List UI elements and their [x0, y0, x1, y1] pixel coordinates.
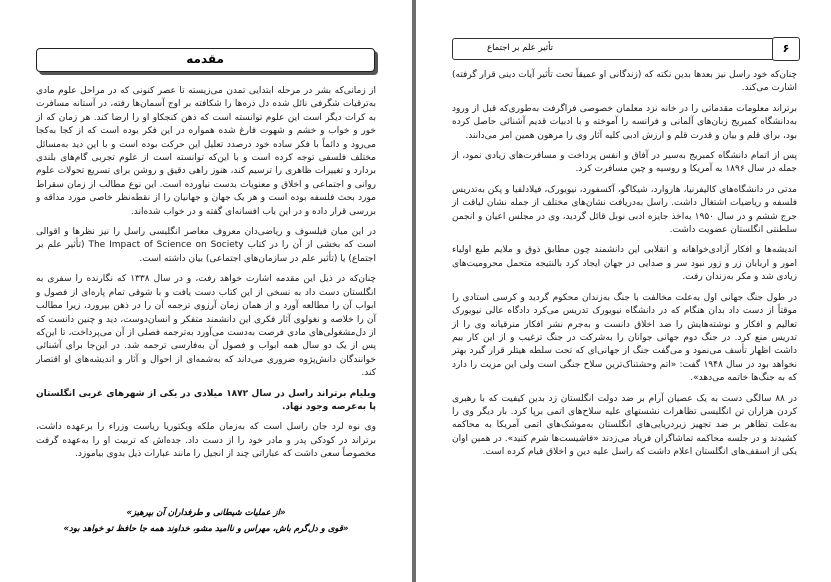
- paragraph: از زمانی‌که بشر در مرحله ابتدایی تمدن می‌زیسته تا عصر کنونی که در مراحل علوم مادی به‌ترقیات شگرفی نائل شده دل ذره‌ها را شکافته بر اوج آسمان‌ها رفته، در آستانه مسافرت به کرات دیگر است این علوم توانسته است که ذهن کنجکاو او را ارضا کند. هر زمان که از خور و خواب و خشم و شهوت فارغ شده همواره در این فکر بوده است که از کجا به‌کجا می‌رود و دائماً با فکر ساده خود درصدد تعلیل این حرکت بوده است و با این دید به‌مسائل مختلف فلسفی توجه کرده است و با این‌که توانسته است از علوم تجربی گام‌های بلندی بردارد و تغییرات ظاهری را ترسیم کند، هنوز راهی دقیق و روشن برای تسریع تحولات علوم روانی و اجتماعی و اخلاق و معنویات بدست نیاورده است. این نوع مطالب از زمان سقراط مورد بحث فلسفه بوده است و هر یک جهان و جهانیان را از نقطه‌نظر خاصی مورد مداقه و بررسی قرار داده و در این باب افسانه‌ای گفته و در خواب شده‌اند.: [36, 86, 376, 217]
- page-number: ۶: [772, 37, 800, 61]
- right-page: [416, 0, 831, 582]
- running-header: [452, 38, 799, 60]
- paragraph: در ۸۸ سالگی دست به یک عصیان آرام بر ضد دولت انگلستان زد بدین کیفیت که با رهبری کردن هزاران تن انگلیسی تظاهرات نشستهای علیه سلاح‌های اتمی برپا کرد. بار دیگر وی را به‌علت تظاهر بر ضد تجهیز زیردریایی‌های انگلستان به‌موشک‌های اتمی آمریکا به محاکمه کشیدند و در جلسه محاکمه تماشاگران فریاد می‌زدند «فاشیست‌ها شرم کنید». در همین اوان یکی از اسقف‌های انگلستان اعلام داشت که راسل علیه دین و اخلاق قیام کرده است.: [452, 393, 797, 458]
- paragraph: چنان‌که در ذیل این مقدمه اشارت خواهد رفت، و در سال ۱۳۳۸ که نگارنده را سفری به انگلستان دست داد به نسخی از این کتاب دست یافت و با شوقی تمام پاره‌ای از فصول و ابواب آن را مطالعه آورد و از همان زمان آرزوی ترجمه آن را در ذهن بپرورد، زیرا مطالب آن را خلاصه و نغولوی آثار فکری این دانشمند متفکر و انسان‌دوست، دید و چنین دانست که از دل‌مشغولی‌های مادی فرصت به‌دست می‌آورد به‌ترجمه فصلی از آن می‌پرداخت، تا این‌که پس از یک دو سال همه ابواب و فصول آن به‌فارسی ترجمه شد. در این‌جا برای آشنائی خوانندگان دانش‌پژوه ضروری می‌داند که به‌شمه‌ای از احوال و آثار و اندیشه‌های او اقتصار کند.: [36, 274, 376, 379]
- left-body-text: [36, 85, 376, 469]
- paragraph: اندیشه‌ها و افکار آزادی‌خواهانه و انقلابی این دانشمند چون مطابق ذوق و ملایم طبع اولیاء امور و اربابان زر و زور نبود سر و صدایی در جهان ایجاد کرد بالنتیجه متحمل محرومیت‌های زیادی شد و مکر به‌زندان رفت.: [452, 245, 797, 283]
- paragraph: پس از اتمام دانشگاه کمبریج به‌سیر در آفاق و انفس پرداخت و مسافرت‌های زیادی نمود، از جمله در سال ۱۸۹۶ به آمریکا و روسیه و چین مسافرت کرد.: [452, 151, 797, 175]
- chapter-title: مقدمه: [186, 52, 224, 66]
- paragraph: ویلیام برتراند راسل در سال ۱۸۷۲ میلادی در یکی از شهرهای غربی انگلستان پا به‌عرصه وجود نهاد.: [36, 388, 376, 412]
- paragraph: چنان‌که خود راسل نیز بعدها بدین نکته که (زندگانی او عمیقاً تحت تأثیر آیات دینی قرار گرفته) اشارت می‌کند.: [452, 70, 797, 94]
- chapter-title-box: [36, 48, 375, 72]
- paragraph: در این میان فیلسوف و ریاضی‌دان معروف معاصر انگلیسی راسل را نیز نظرها و اقوالی است که بخشی از آن را در کتاب The Impact of Science on Society (تأثیر علم بر اجتماع) یا (تأثیر علم در سازمان‌های اجتماعی) بیان داشته است.: [36, 227, 377, 264]
- left-page: [0, 0, 412, 582]
- paragraph: در طول جنگ جهانی اول به‌علت مخالفت با جنگ به‌زندان محکوم گردید و کرسی استادی را موقتاً از دست داد بدان هنگام که در دانشگاه نیویورک تدریس می‌کرد دادگاه عالی نیویورک تعالیم و افکار و نوشته‌هایش را ضد اخلاق دانست و به‌جرم نشر افکار منرقیانه وی را از تدریس منع کرد. در جنگ دوم جهانی جوانان را به‌شرکت در جنگ ترغیب و از این کار بیم داشت اظهار تأسف می‌نمود و می‌گفت جنگ از جهانی‌ای که تحت سلطه هیتلر قرار گیرد بهتر نخواهد بود در سال ۱۹۴۸ گفت: «اتم وحشتناک‌ترین سلاح جنگی است ولی این مزیت را دارد که به جنگ‌ها خاتمه می‌دهد».: [452, 292, 797, 384]
- paragraph: وی نوه لرد جان راسل است که به‌زمان ملکه ویکتوریا ریاست وزراء را برعهده داشت، برتراند در کودکی پدر و مادر خود را از دست داد. جده‌اش که تربیت او را به‌عهده گرفت مخصوصاً سعی داشت که عباراتی چند از انجیل را مانند عبارات ذیل بدوی بیاموزد.: [36, 422, 376, 460]
- running-title: تأثیر علم بر اجتماع: [487, 43, 554, 53]
- poem-line: «قوی و دل‌گرم باش، مهراس و ناامید مشو، خداوند همه جا حافظ تو خواهد بود»: [63, 524, 349, 534]
- poem-line: «از عملیات شیطانی و طرفداران آن بپرهیز»: [126, 508, 286, 518]
- paragraph: برتراند معلومات مقدماتی را در خانه نزد معلمان خصوصی فراگرفت به‌طوری‌که قبل از ورود به‌دانشگاه کمبریج زبان‌های آلمانی و فرانسه را آموخته و با ادبیات قدیم آشنائی حاصل کرده بود، برای قلم و بیان و قدرت قلم و ارزش ادبی کلیه آثار وی را مرهون همین امر می‌دانند.: [452, 103, 797, 141]
- paragraph: مدتی در دانشگاه‌های کالیفرنیا، هاروارد، شیکاگو، آکسفورد، نیویورک، فیلادلفیا و پکن به‌تدریس فلسفه و ریاضیات اشتغال داشت. راسل به‌دریافت نشان‌های مختلف از جمله نشان لیاقت از جرج ششم و در سال ۱۹۵۰ به‌اخذ جایزه ادبی نوبل قائل گردید، وی در مجلس اعیان و انجمن سلطنتی انگلستان عضویت داشت.: [452, 184, 797, 236]
- right-body-text: [452, 69, 797, 467]
